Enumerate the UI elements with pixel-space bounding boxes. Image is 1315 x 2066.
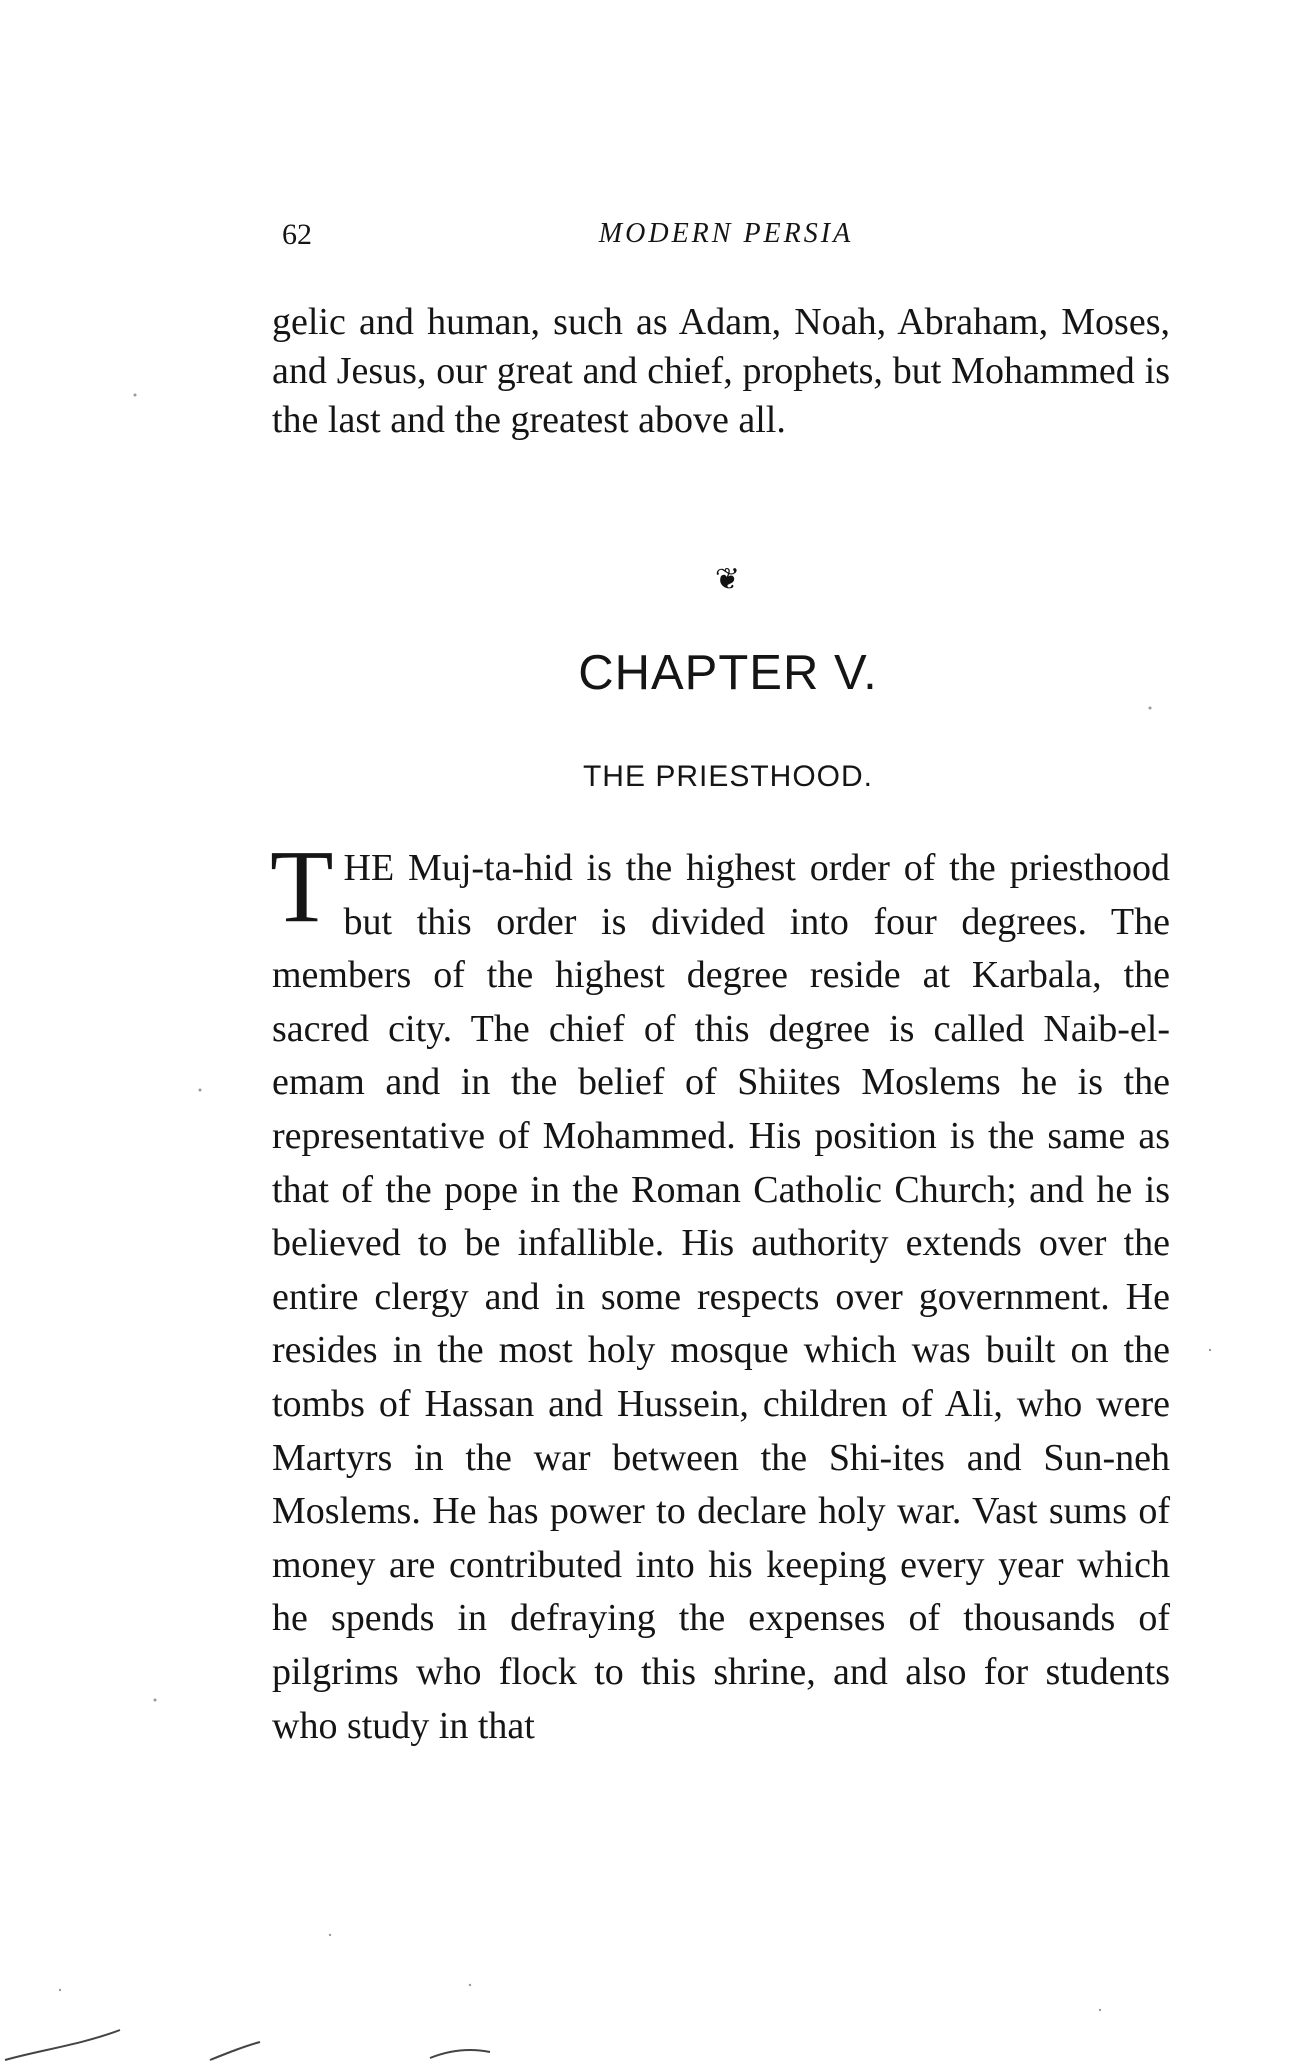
- page-number: 62: [282, 218, 312, 251]
- running-title: MODERN PERSIA: [598, 218, 854, 249]
- chapter-title: CHAPTER V.: [578, 646, 878, 700]
- ornament-icon: ❦: [714, 563, 741, 596]
- chapter-body-text: HE Muj-ta-hid is the highest order of the priesthood but this order is divided into four degrees. The members of the highest degree reside at Karbala, the sacred city. The chief of this degree is called Naib-el-emam and in the belief of Shiites Moslems he is the representative of Mohammed. His position is the same as that of the pope in the Roman Catholic Church; and he is believed to be infallible. His authority extends over the entire clergy and in some respects over government. He resides in the most holy mosque which was built on the tombs of Hassan and Hussein, children of Ali, who were Martyrs in the war between the Shi-ites and Sun-neh Moslems. He has power to declare holy war. Vast sums of money are contributed into his keeping every year which he spends in defraying the expenses of thousands of pilgrims who flock to this shrine, and also for students who study in that: [272, 847, 1170, 1747]
- corner-smudge: [5, 2030, 490, 2060]
- scan-dust: [59, 394, 1211, 2012]
- continued-paragraph: gelic and human, such as Adam, Noah, Abraham, Moses, and Jesus, our great and chief, prophets, but Mohammed is the last and the greatest above all.: [272, 301, 1170, 441]
- chapter-subtitle: THE PRIESTHOOD.: [582, 760, 874, 793]
- drop-cap: T: [270, 829, 334, 944]
